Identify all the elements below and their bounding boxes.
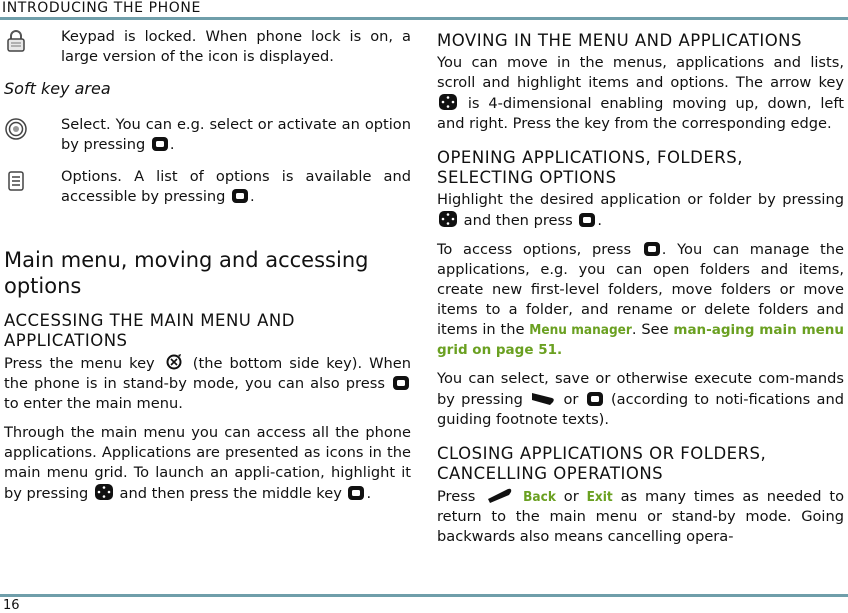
- menu-manager-term: Menu manager: [529, 322, 632, 338]
- moving-p1-b: is 4-dimensional enabling moving up, down, left and right. Press the key from the corresponding edge.: [437, 95, 844, 132]
- arrow-key-icon: [438, 210, 458, 228]
- page-number: 16: [3, 598, 20, 613]
- moving-heading: MOVING IN THE MENU AND APPLICATIONS: [437, 31, 802, 50]
- accessing-p1-c: to enter the main menu.: [4, 395, 183, 412]
- middle-key-icon: [578, 212, 596, 228]
- moving-p1-a: You can move in the menus, applications and lists, scroll and highlight items and options. The arrow key: [437, 54, 844, 91]
- arrow-key-icon: [438, 93, 458, 111]
- select-text-a: Select. You can e.g. select or activate an option by pressing: [61, 116, 411, 153]
- closing-paragraph: [437, 486, 844, 547]
- options-text: [61, 167, 411, 207]
- arrow-key-icon: [94, 483, 114, 501]
- right-column: [437, 27, 844, 547]
- accessing-p2-c: .: [366, 485, 372, 502]
- middle-key-icon: [392, 375, 410, 391]
- opening-p1-b: and then press: [463, 212, 573, 229]
- opening-paragraph-1: [437, 190, 844, 231]
- options-row: [4, 167, 411, 207]
- opening-p2-b: . You can manage the applications, e.g. you can open folders and items, create new first-level folders, move folders or move items to a folder, and rename or delete folders and items in the: [437, 241, 845, 338]
- opening-p3-c: (according to noti-fications and guiding footnote texts).: [437, 391, 844, 428]
- opening-paragraph-3: [437, 369, 844, 430]
- keypad-lock-text: Keypad is locked. When phone lock is on, a large version of the icon is displayed.: [61, 28, 411, 65]
- middle-key-icon: [643, 241, 661, 257]
- left-soft-key-icon: [530, 389, 556, 407]
- accessing-p1-a: Press the menu key: [4, 355, 155, 372]
- options-list-icon: [4, 169, 28, 193]
- page-header-title: INTRODUCING THE PHONE: [2, 0, 201, 16]
- middle-key-icon: [347, 485, 365, 501]
- middle-key-icon: [586, 391, 604, 407]
- closing-p1-b: as many times as needed to return to the main menu or stand-by mode. Going backwards also means cancelling opera-: [437, 488, 845, 545]
- options-text-a: Options. A list of options is available and accessible by pressing: [61, 168, 411, 205]
- moving-paragraph: [437, 53, 844, 134]
- opening-p1-a: Highlight the desired application or folder by pressing: [437, 191, 844, 208]
- right-soft-key-icon: [484, 486, 514, 504]
- menu-key-icon: [163, 353, 185, 371]
- footer-rule: [0, 594, 848, 597]
- accessing-p2-b: and then press the middle key: [119, 485, 342, 502]
- accessing-p2-a: Through the main menu you can access all the phone applications. Applications are presented as icons in the main menu grid. To launch an appli-cation, highlight it by pressing: [4, 424, 411, 502]
- section-title: Main menu, moving and accessing options: [4, 248, 369, 298]
- back-label: Back: [523, 489, 556, 505]
- opening-paragraph-2: [437, 240, 844, 360]
- padlock-icon: [4, 29, 28, 53]
- opening-heading: OPENING APPLICATIONS, FOLDERS, SELECTING OPTIONS: [437, 148, 743, 187]
- opening-p3-a: You can select, save or otherwise execute com-mands by pressing: [437, 370, 844, 408]
- accessing-paragraph-1: [4, 353, 411, 414]
- select-text: [61, 115, 411, 155]
- soft-key-heading: Soft key area: [4, 79, 111, 98]
- accessing-heading: ACCESSING THE MAIN MENU AND APPLICATIONS: [4, 311, 295, 350]
- managing-menu-grid-link[interactable]: man-aging main menu grid on page 51.: [437, 322, 845, 358]
- left-column: [4, 27, 411, 504]
- opening-p2-c: . See: [631, 321, 669, 338]
- accessing-paragraph-2: [4, 423, 411, 504]
- keypad-lock-row: [4, 27, 411, 67]
- select-text-b: .: [169, 136, 175, 153]
- closing-or: or: [563, 488, 579, 505]
- opening-p3-b: or: [563, 391, 579, 408]
- exit-label: Exit: [586, 489, 613, 505]
- middle-key-icon: [151, 136, 169, 152]
- options-text-b: .: [250, 188, 255, 205]
- header-rule: [0, 17, 848, 20]
- closing-p1-a: Press: [437, 488, 476, 505]
- select-circle-icon: [4, 117, 28, 141]
- opening-p1-c: .: [597, 212, 602, 229]
- accessing-p1-b: (the bottom side key). When the phone is in stand-by mode, you can also press: [4, 355, 412, 392]
- closing-heading: CLOSING APPLICATIONS OR FOLDERS, CANCELLING OPERATIONS: [437, 444, 767, 483]
- opening-p2-a: To access options, press: [437, 241, 632, 258]
- middle-key-icon: [231, 188, 249, 204]
- select-row: [4, 115, 411, 155]
